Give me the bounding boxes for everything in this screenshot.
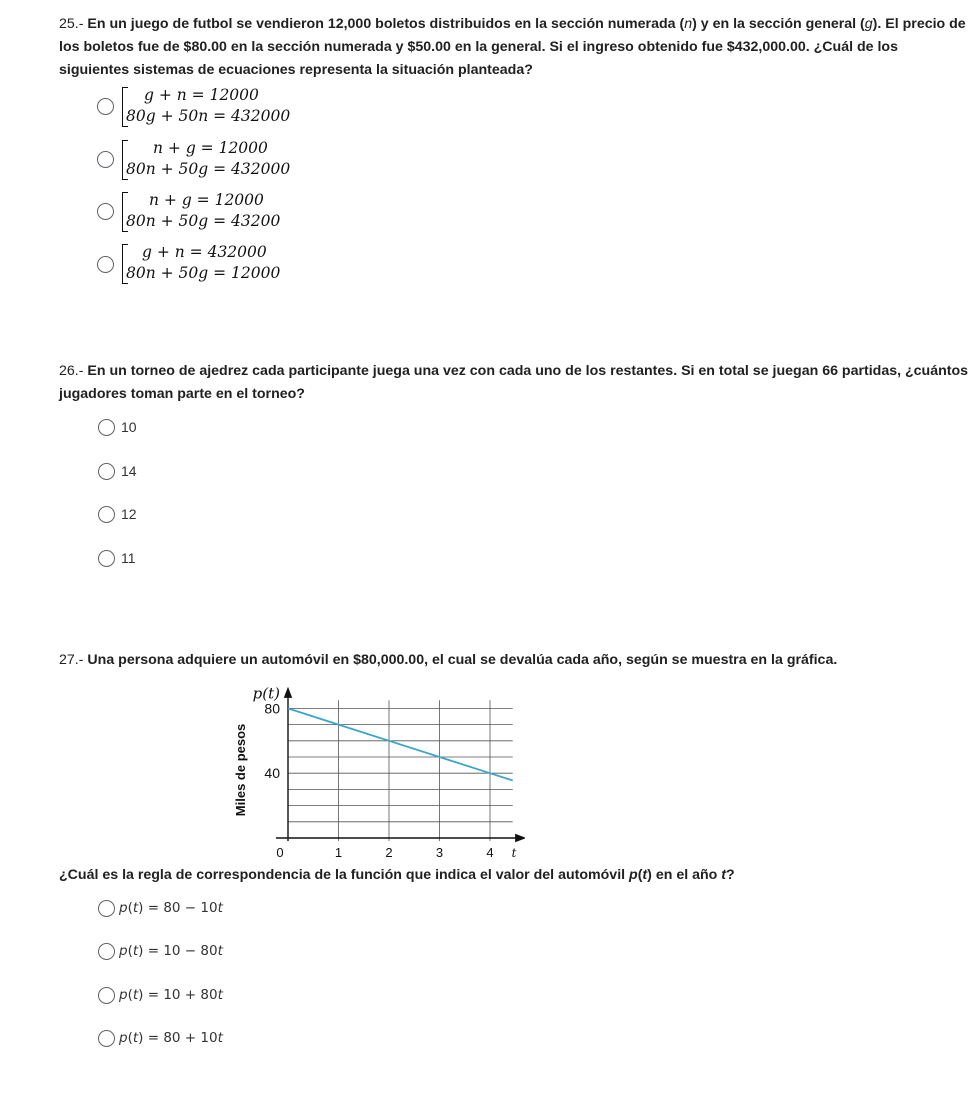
radio-button[interactable] (98, 506, 115, 523)
y-tick-label: 40 (264, 765, 280, 782)
option-label: 10 (121, 419, 137, 435)
y-axis-label: Miles de pesos (233, 723, 248, 817)
x-axis-label: t (511, 846, 517, 860)
question-number: 25.- (59, 16, 84, 32)
option-label: 14 (121, 463, 137, 479)
radio-button[interactable] (98, 1030, 115, 1047)
option-label: p(t) = 10 + 80t (119, 987, 223, 1003)
x-tick-label: 1 (334, 845, 343, 860)
equation-1: n + g = 12000 (149, 191, 264, 209)
x-tick-label: 3 (435, 845, 444, 860)
radio-button[interactable] (98, 550, 115, 567)
question-number: 26.- (59, 363, 84, 379)
question-26-text: 26.- En un torneo de ajedrez cada participante juega una vez con cada uno de los restantes. Si en total se juegan 66 partidas, ¿cuántos jugadores toman parte en el torneo? (59, 363, 969, 402)
tick-labels (233, 684, 517, 860)
question-number: 27.- (59, 652, 84, 668)
equation-1: n + g = 12000 (153, 139, 268, 157)
equation-system (122, 86, 322, 130)
option-label: p(t) = 10 − 80t (119, 943, 223, 959)
radio-button[interactable] (98, 987, 115, 1004)
x-tick-label: 0 (276, 845, 284, 860)
equation-1: g + n = 12000 (144, 86, 259, 104)
radio-button[interactable] (98, 900, 115, 917)
y-tick-label: 80 (264, 700, 280, 717)
equation-2: 80n + 50g = 43200 (126, 212, 281, 230)
grid (288, 700, 513, 841)
option-label: 11 (121, 550, 136, 566)
radio-button[interactable] (98, 463, 115, 480)
equation-system (122, 243, 322, 287)
data-series (288, 708, 513, 780)
depreciation-chart (225, 668, 525, 868)
equation-1: g + n = 432000 (142, 243, 267, 261)
equation-2: 80n + 50g = 12000 (126, 264, 281, 282)
axes (276, 692, 521, 841)
equation-system (122, 191, 322, 235)
question-27-text: 27.- Una persona adquiere un automóvil en $80,000.00, el cual se devalúa cada año, según se muestra en la gráfica. (59, 652, 838, 668)
radio-button[interactable] (97, 256, 114, 273)
equation-2: 80n + 50g = 432000 (126, 160, 291, 178)
radio-button[interactable] (97, 98, 114, 115)
x-tick-label: 2 (385, 845, 393, 860)
option-label: p(t) = 80 + 10t (119, 1030, 223, 1046)
radio-button[interactable] (97, 203, 114, 220)
radio-button[interactable] (97, 151, 114, 168)
equation-2: 80g + 50n = 432000 (126, 107, 291, 125)
radio-button[interactable] (98, 419, 115, 436)
y-axis-title: p(t) (252, 684, 280, 703)
option-label: p(t) = 80 − 10t (119, 900, 223, 916)
question-25-text: 25.- En un juego de futbol se vendieron 12,000 boletos distribuidos en la sección numerada (n) y en la sección general (g). El precio de los boletos fue de $80.00 en la sección numerada y $50.00 en la general. Si el ingreso obtenido fue $432,000.00. ¿Cuál de los siguientes sistemas de ecuaciones representa la situación planteada? (59, 16, 966, 78)
x-tick-label: 4 (486, 845, 494, 860)
equation-system (122, 139, 322, 183)
series-line (288, 708, 513, 780)
question-27-prompt: ¿Cuál es la regla de correspondencia de la función que indica el valor del automóvil p(t) en el año t? (59, 867, 735, 883)
option-label: 12 (121, 506, 137, 522)
radio-button[interactable] (98, 943, 115, 960)
